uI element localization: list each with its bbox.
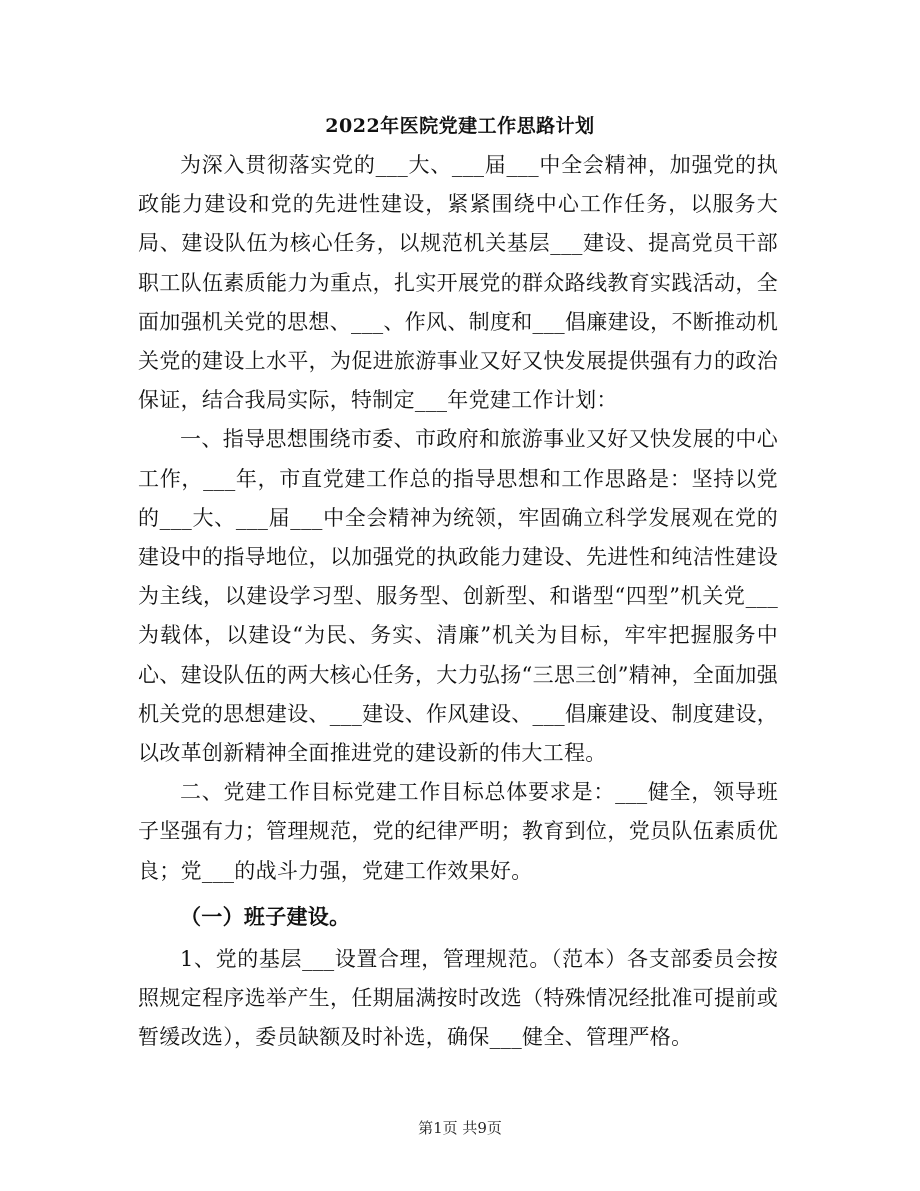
work-goals-paragraph: 二、党建工作目标党建工作目标总体要求是：___健全，领导班子坚强有力；管理规范，党的纪律严明；教育到位，党员队伍素质优良；党___的战斗力强，党建工作效果好。 (138, 780, 778, 883)
document-body (138, 146, 778, 1058)
section-heading-team-building: （一）班子建设。 (180, 903, 351, 929)
guiding-ideology-paragraph: 一、指导思想围绕市委、市政府和旅游事业又好又快发展的中心工作，___年，市直党建工作总的指导思想和工作思路是：坚持以党的___大、___届___中全会精神为统领，牢固确立科学发展观在党的建设中的指导地位，以加强党的执政能力建设、先进性和纯洁性建设为主线，以建设学习型、服务型、创新型、和谐型“四型”机关党___为载体，以建设“为民、务实、清廉”机关为目标，牢牢把握服务中心、建设队伍的两大核心任务，大力弘扬“三思三创”精神，全面加强机关党的思想建设、___建设、作风建设、___倡廉建设、制度建设，以改革创新精神全面推进党的建设新的伟大工程。 (138, 427, 778, 766)
page-footer: 第1页 共9页 (418, 1119, 502, 1137)
intro-paragraph: 为深入贯彻落实党的___大、___届___中全会精神，加强党的执政能力建设和党的先进性建设，紧紧围绕中心工作任务，以服务大局、建设队伍为核心任务，以规范机关基层___建设、提高党员干部职工队伍素质能力为重点，扎实开展党的群众路线教育实践活动，全面加强机关党的思想、___、作风、制度和___倡廉建设，不断推动机关党的建设上水平，为促进旅游事业又好又快发展提供强有力的政治保证，结合我局实际，特制定___年党建工作计划： (138, 153, 778, 413)
item-1-paragraph: 1、党的基层___设置合理，管理规范。（范本）各支部委员会按照规定程序选举产生，任期届满按时改选（特殊情况经批准可提前或暂缓改选），委员缺额及时补选，确保___健全、管理严格。 (138, 947, 778, 1050)
document-title: 2022年医院党建工作思路计划 (325, 115, 595, 137)
